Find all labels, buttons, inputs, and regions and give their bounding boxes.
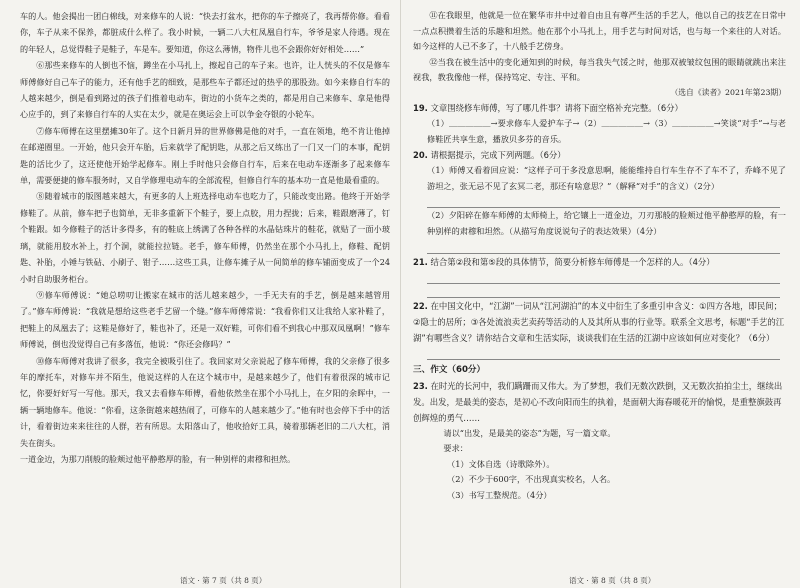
answer-line[interactable] <box>427 270 780 284</box>
page-footer-right: 语文 · 第 8 页（共 8 页） <box>569 576 656 585</box>
question-23-prompt: 请以“出发，是最美的姿态”为题，写一篇文章。 <box>443 427 616 438</box>
question-22 <box>413 298 786 346</box>
question-23-requirements-label: 要求： <box>443 443 468 454</box>
question-20 <box>413 147 786 163</box>
answer-line[interactable] <box>427 346 780 360</box>
question-20-part-2: （2）夕阳碎在修车师傅的太师椅上，给它镶上一道金边，刀刃那般的脸颊过他平静憨厚的脸，有一种别样的肃穆和坦然。（从描写角度说说句子的表达效果）（4分） <box>427 210 786 236</box>
paragraph-7: ⑦修车师傅在这里摆摊30年了。这个日新月异的世界修佛是他的对手，一直在领地，绝不肯让他掉在邮递圈里。一开始，他只会开车胎，后来就学了配钥匙，从那之后又练出了一门又一门的本事，配钥匙的活比少了，这还使他开始学起修车。刚上手时他只会修自行车，后来在电动车逐渐多了起来修车单，需要便捷的修车服务时，又自学修理电动车的全部流程，但修自行车的基本功一直是他最看重的。 <box>20 125 390 186</box>
paragraph-5-tail: 车的人。他会揭出一团白棉线，对来修车的人说：“快去打盆水，把你的车子擦亮了，我再帮你修。看看你，车子从来不保养，都脏成什么样了。我小时候，一辆二八大杠凤凰自行车，爷爷是家人待遇。现在的年轻人，总觉得鞋子是鞋子，车是车。要知道，你这么薄情，物件儿也不会跟你好好相处……” <box>20 11 390 54</box>
question-text: 在时光的长河中，我们蹒跚而又伟大。为了梦想，我们无数次跌倒，又无数次拍拍尘土，继续出发。出发，是最美的姿态，是初心不改向阳而生的执着，是面朝大海春暖花开的愉悦，是重整旗鼓再创辉煌的勇气…… <box>413 380 783 423</box>
paragraph-12: ⑫当我在被生活中的变化通知到的时候，每当我失气馁之时，他那双被皱纹包围的眼睛就跳出来注视我，教我像他一样，保持笃定、专注、平和。 <box>413 56 786 83</box>
question-19 <box>413 100 786 116</box>
question-number: 22. <box>413 300 428 311</box>
answer-line[interactable] <box>427 284 780 298</box>
paragraph-10-tail: 一道金边，为那刀削般的脸颊过他平静憨厚的脸，有一种别样的肃穆和担然。 <box>20 453 296 464</box>
question-number: 20. <box>413 150 428 161</box>
question-number: 19. <box>413 102 428 113</box>
question-text: 结合第②段和第⑤段的具体情节，简要分析修车师傅是一个怎样的人。（4分） <box>430 256 715 267</box>
question-number: 21. <box>413 256 428 267</box>
paragraph-9: ⑨修车师傅说：“她总唠叨让搬家在城市的活儿越来越少，一手无夫有的手艺，倒是越来越管用了。”修车师傅说：“我就是想给这些老手艺留一个缝。”修车师傅常说：“我看你们又让我给人家补鞋了，把鞋上的凤凰去了；这鞋是修好了，鞋也补了，还是一双好鞋，可你们看不到我心中那双凤凰啊！”修车师傅说，倒也没觉得自己有多落伍，他说：“你还会修吗？” <box>20 289 390 350</box>
source-citation: （选自《读者》2021年第23期） <box>670 87 786 97</box>
page-footer-left: 语文 · 第 7 页（共 8 页） <box>180 576 267 585</box>
requirement-item: （1）文体自选（诗歌除外）。 <box>447 458 555 469</box>
question-20-part-1: （1）师傅又看着回应说：“这样子可于多没意思啊，能能维持自行车生存不了车不了，乔峰不见了游坦之，张无忌不见了玄冥二老，那还有啥意思？”（解释“对手”的含义）（2分） <box>427 165 786 191</box>
question-19-flow: （1）＿＿＿＿＿→要求修车人爱护车子→（2）＿＿＿＿＿→（3）＿＿＿＿＿→笑谈“对手”→与老修鞋匠共享生意，播放贝多芬的音乐。 <box>427 117 786 144</box>
right-page <box>400 0 800 588</box>
question-text: 在中国文化中，“江湖”一词从“江河湖泊”的本义中衍生了多重引申含义：①四方各地，即民间；②隐士的居所；③各处流浪卖艺卖药等活动的人及其所从事的行业等。联系全文思考，标题“手艺的江湖”有哪些含义？请你结合文章和生活实际，谈谈我们在生活的江湖中应该如何应对变化？（6分） <box>413 300 785 343</box>
answer-line[interactable] <box>427 240 780 254</box>
question-text: 请根据提示，完成下列两题。（6分） <box>430 150 566 161</box>
paragraph-6: ⑥那些来修车的人倒也不恼，蹲坐在小马扎上，擦起自己的车子来。也许，让人恍头的不仅是修车师傅修好自己车子的能力，还有他手艺的细致，是那些车子都还过的热乎的那股劲。如今来修自行车的人越来越少，倒是看到路过的孩子们推着电动车，街边的小货车之类的，都是用自己来修车、拿是他得心应手的，到了来修自行车的人实在太少，就是在奥运会上可以争金夺银的小轮车。 <box>20 60 390 120</box>
section-heading-composition: 三、作文（60分） <box>413 364 486 375</box>
requirement-item: （2）不少于600字，不出现真实校名，人名。 <box>447 474 616 485</box>
paragraph-10: ⑩修车师傅对我讲了很多，我完全被吸引住了。我回家对父亲说起了修车师傅，我的父亲修了很多年的摩托车，对修车并不陌生，他说这样的人在这个城市中，是越来越少了，他们有着很深的城市记忆，你要好好写一写他。那天，我又去看修车师傅，看他依然坐在那个小马扎上，在夕阳的余晖中，一辆一辆地修车。他说：“你看，这条街越来越热闹了，可修车的人越来越少了。”他有时也会停下手中的活计，看着街边来来往往的人群，若有所思。太阳落山了，他收拾好工具，骑着那辆老旧的二八大杠，消失在街头。 <box>20 355 390 448</box>
requirement-item: （3）书写工整规范。（4分） <box>447 489 552 500</box>
paragraph-8: ⑧随着城市的版图越来越大，有更多的人上班选择电动车也吃力了，只能改变出路。他终于开始学修鞋了。从前，修车把子也简单，无非多重新下个鞋子，要上点胶，用力捏拢；后来，鞋跟磨薄了，钉个鞋跟。如今修鞋子的活计多得多，有的鞋底上绣满了各种各样的水晶钻珠片的鞋花，就贴了一面小玻璃，就能用胶水补上，打个洞，就能拉拉链。老手，修车师傅，仍然坐在那个小马扎上，修鞋、配钥匙、补胎，小锤与铁砧、小刷子、钳子……这些工具，让修车摊子从一间简单的修车铺面变成了一个24小时自助服务柜台。 <box>20 191 390 284</box>
paragraph-11: ⑪在我眼里，他就是一位在繁华市井中过着自由且有尊严生活的手艺人，他以自己的技艺在日常中一点点积攒着生活的乐趣和坦然。他在那个小马扎上，用手艺与时间对话，也与每一个来往的人对话。如今这样的人已不多了，十八般手艺傍身。 <box>413 10 786 52</box>
answer-line[interactable] <box>427 194 780 208</box>
question-21 <box>413 254 786 270</box>
question-23 <box>413 378 786 426</box>
question-number: 23. <box>413 380 428 391</box>
question-text: 文章围绕修车师傅，写了哪几件事？请将下面空格补充完整。（6分） <box>430 102 683 113</box>
